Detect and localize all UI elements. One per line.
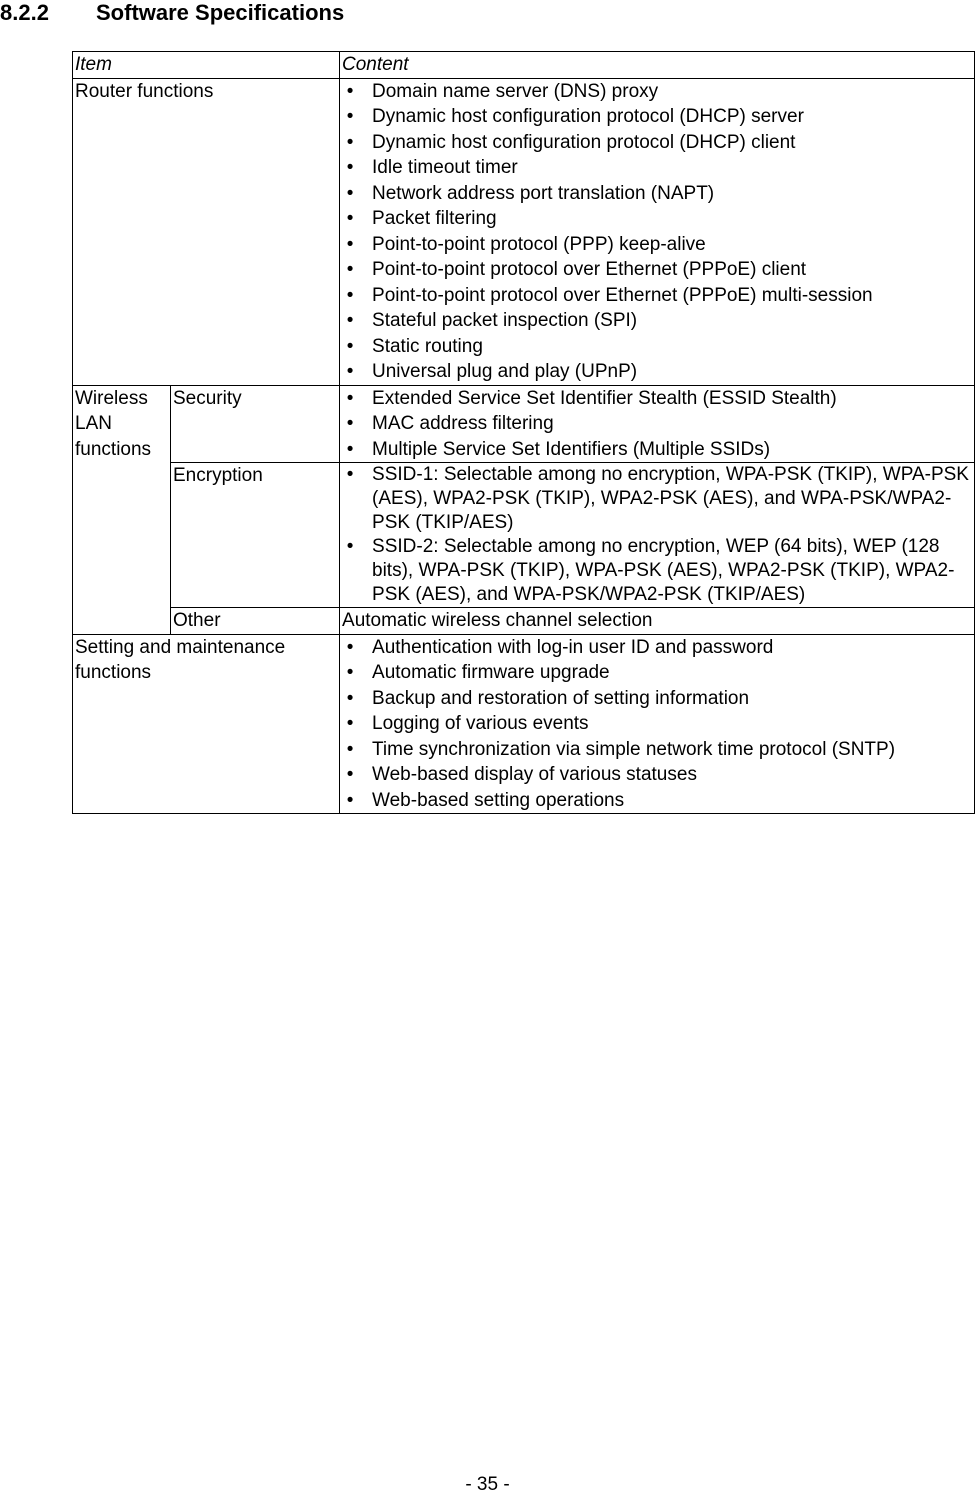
- list-item-text: Packet filtering: [372, 208, 497, 229]
- list-item: [342, 535, 974, 607]
- bullet-icon: •: [346, 713, 354, 734]
- list-item-text: Point-to-point protocol over Ethernet (PPPoE) multi-session: [372, 284, 873, 306]
- list-item-text: MAC address filtering: [372, 413, 554, 434]
- list-item-text: Multiple Service Set Identifiers (Multiple SSIDs): [372, 438, 771, 460]
- bullet-icon: •: [346, 106, 354, 127]
- wireless-other-row: [73, 608, 975, 635]
- list-item: [342, 635, 974, 661]
- list-item-text: Point-to-point protocol (PPP) keep-alive: [372, 233, 706, 255]
- other-content: Automatic wireless channel selection: [340, 608, 975, 635]
- wireless-encryption-row: [73, 463, 975, 608]
- list-item: [342, 334, 974, 360]
- list-item-text: Web-based display of various statuses: [372, 764, 697, 785]
- list-item: [342, 283, 974, 309]
- bullet-icon: •: [346, 361, 354, 382]
- list-item: [342, 181, 974, 207]
- header-item: Item: [73, 52, 340, 79]
- maintenance-functions-row: [73, 634, 975, 814]
- router-functions-list: [342, 79, 974, 385]
- list-item-text: SSID-1: Selectable among no encryption, WPA-PSK (TKIP), WPA-PSK (AES), WPA2-PSK (TKIP), WPA2-PSK (AES), and WPA-PSK/WPA2-PSK (TKIP/AES): [372, 464, 969, 533]
- list-item: [342, 257, 974, 283]
- bullet-icon: •: [346, 438, 354, 460]
- list-item: [342, 788, 974, 814]
- table-header-row: [73, 52, 975, 79]
- bullet-icon: •: [346, 687, 354, 709]
- list-item-text: Time synchronization via simple network time protocol (SNTP): [372, 738, 896, 760]
- encryption-label: Encryption: [171, 463, 340, 608]
- bullet-icon: •: [346, 157, 354, 178]
- section-heading: [0, 0, 344, 26]
- list-item: [342, 660, 974, 686]
- bullet-icon: •: [346, 464, 354, 485]
- bullet-icon: •: [346, 259, 354, 280]
- list-item-text: Stateful packet inspection (SPI): [372, 310, 638, 331]
- router-functions-label: Router functions: [73, 78, 340, 385]
- page-number: - 35 -: [465, 1474, 510, 1495]
- wireless-security-row: [73, 385, 975, 463]
- security-content: [340, 385, 975, 463]
- bullet-icon: •: [346, 80, 354, 102]
- router-functions-row: [73, 78, 975, 385]
- list-item: [342, 104, 974, 130]
- bullet-icon: •: [346, 789, 354, 811]
- header-content: Content: [340, 52, 975, 79]
- section-title: Software Specifications: [96, 0, 345, 25]
- list-item: [342, 232, 974, 258]
- list-item: [342, 359, 974, 385]
- list-item: [342, 206, 974, 232]
- list-item: [342, 711, 974, 737]
- security-label: Security: [171, 385, 340, 463]
- bullet-icon: •: [346, 764, 354, 785]
- list-item-text: Automatic firmware upgrade: [372, 662, 610, 683]
- list-item: [342, 686, 974, 712]
- list-item-text: Network address port translation (NAPT): [372, 182, 715, 204]
- bullet-icon: •: [346, 233, 354, 255]
- list-item-text: Backup and restoration of setting information: [372, 687, 750, 709]
- list-item-text: Domain name server (DNS) proxy: [372, 80, 659, 102]
- section-number: 8.2.2: [0, 0, 49, 25]
- list-item: [342, 437, 974, 463]
- security-list: [342, 386, 974, 463]
- encryption-content: [340, 463, 975, 608]
- list-item-text: Web-based setting operations: [372, 789, 625, 811]
- list-item-text: Authentication with log-in user ID and password: [372, 636, 774, 658]
- bullet-icon: •: [346, 182, 354, 204]
- list-item-text: Idle timeout timer: [372, 157, 518, 178]
- list-item: [342, 155, 974, 181]
- other-label: Other: [171, 608, 340, 635]
- list-item-text: Logging of various events: [372, 713, 589, 734]
- router-functions-content: [340, 78, 975, 385]
- list-item: [342, 386, 974, 412]
- maintenance-functions-label: Setting and maintenance functions: [73, 634, 340, 814]
- list-item: [342, 411, 974, 437]
- list-item-text: Static routing: [372, 335, 483, 357]
- bullet-icon: •: [346, 387, 354, 409]
- list-item: [342, 463, 974, 535]
- bullet-icon: •: [346, 536, 354, 557]
- software-spec-table: [72, 51, 975, 814]
- list-item-text: SSID-2: Selectable among no encryption, WEP (64 bits), WEP (128 bits), WPA-PSK (TKIP), WPA-PSK (AES), WPA2-PSK (TKIP), WPA2-PSK (AES), and WPA-PSK/WPA2-PSK (TKIP/AES): [372, 536, 955, 605]
- list-item: [342, 737, 974, 763]
- list-item: [342, 79, 974, 105]
- bullet-icon: •: [346, 738, 354, 760]
- list-item-text: Extended Service Set Identifier Stealth (ESSID Stealth): [372, 387, 837, 409]
- list-item: [342, 762, 974, 788]
- bullet-icon: •: [346, 310, 354, 331]
- bullet-icon: •: [346, 662, 354, 683]
- bullet-icon: •: [346, 413, 354, 434]
- list-item: [342, 308, 974, 334]
- bullet-icon: •: [346, 131, 354, 153]
- maintenance-functions-content: [340, 634, 975, 814]
- list-item-text: Dynamic host configuration protocol (DHCP) server: [372, 106, 804, 127]
- list-item-text: Universal plug and play (UPnP): [372, 361, 638, 382]
- maintenance-functions-list: [342, 635, 974, 814]
- list-item-text: Point-to-point protocol over Ethernet (PPPoE) client: [372, 259, 807, 280]
- bullet-icon: •: [346, 636, 354, 658]
- list-item: [342, 130, 974, 156]
- bullet-icon: •: [346, 335, 354, 357]
- bullet-icon: •: [346, 284, 354, 306]
- wireless-lan-label: Wireless LAN functions: [73, 385, 171, 634]
- list-item-text: Dynamic host configuration protocol (DHCP) client: [372, 131, 796, 153]
- bullet-icon: •: [346, 208, 354, 229]
- encryption-list: [342, 463, 974, 607]
